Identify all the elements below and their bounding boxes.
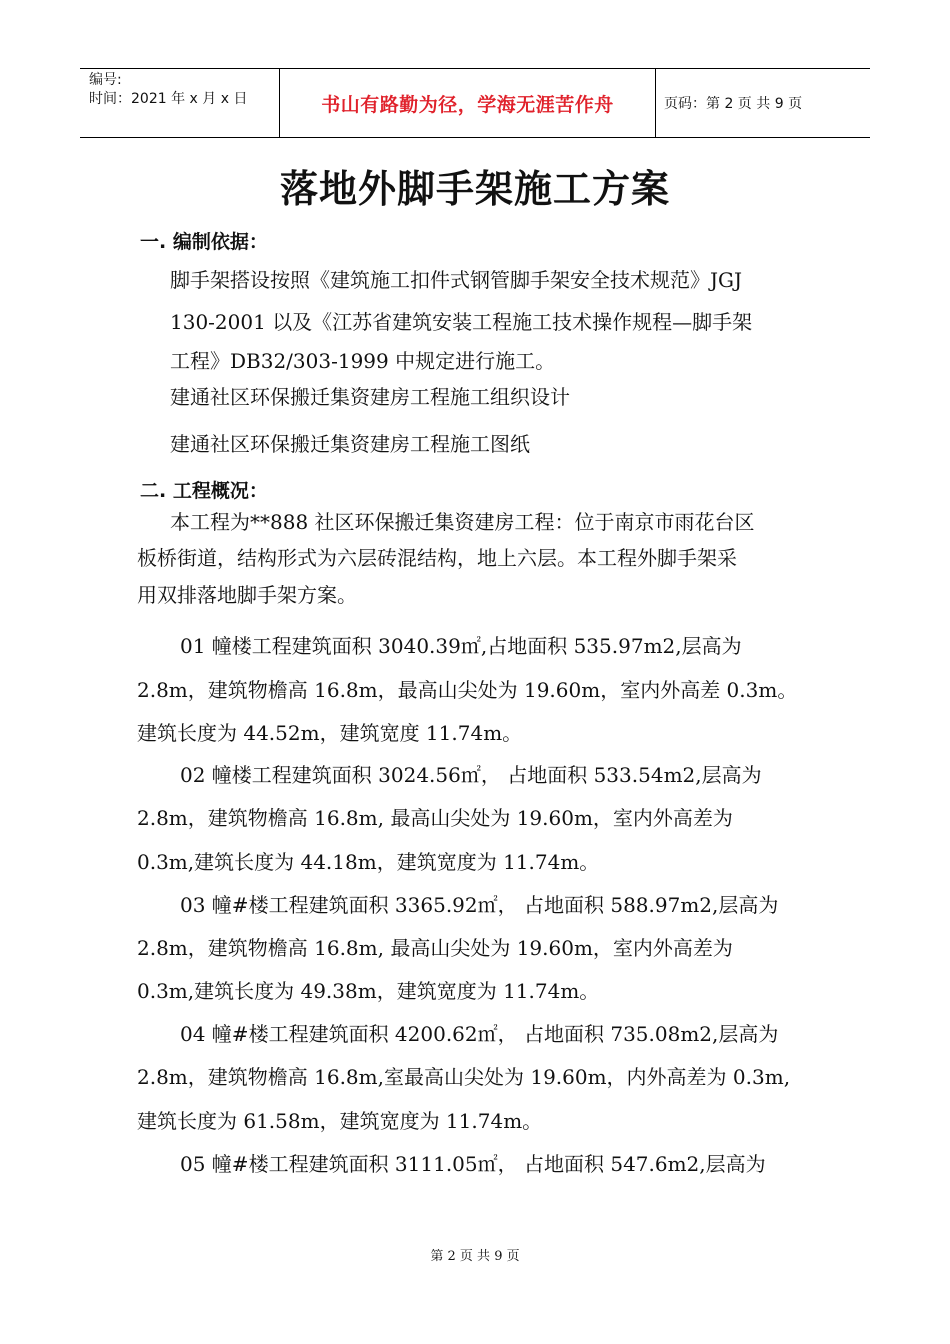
header-page-number: 页码：第 2 页 共 9 页 xyxy=(664,96,803,112)
paragraph-line: 本工程为**888 社区环保搬迁集资建房工程：位于南京市雨花台区 xyxy=(170,510,755,534)
paragraph-line: 工程》DB32/303-1999 中规定进行施工。 xyxy=(170,349,556,373)
building-01-line: 01 幢楼工程建筑面积 3040.39㎡,占地面积 535.97m2,层高为 xyxy=(180,634,742,658)
building-02-line: 2.8m，建筑物檐高 16.8m, 最高山尖处为 19.60m，室内外高差为 xyxy=(137,806,733,830)
paragraph-line: 建通社区环保搬迁集资建房工程施工图纸 xyxy=(170,432,530,456)
header-motto: 书山有路勤为径，学海无涯苦作舟 xyxy=(280,69,656,137)
header-meta xyxy=(80,69,280,137)
building-04-line: 04 幢#楼工程建筑面积 4200.62㎡， 占地面积 735.08m2,层高为 xyxy=(180,1022,779,1046)
building-03-line: 03 幢#楼工程建筑面积 3365.92㎡， 占地面积 588.97m2,层高为 xyxy=(180,893,779,917)
building-02-line: 02 幢楼工程建筑面积 3024.56㎡， 占地面积 533.54m2,层高为 xyxy=(180,763,762,787)
building-04-line: 2.8m，建筑物檐高 16.8m,室最高山尖处为 19.60m，内外高差为 0.3m, xyxy=(137,1065,791,1089)
page-header xyxy=(80,68,870,138)
paragraph-line: 板桥街道，结构形式为六层砖混结构，地上六层。本工程外脚手架采 xyxy=(137,546,737,570)
section-heading-basis: 一. 编制依据： xyxy=(140,231,268,253)
building-03-line: 0.3m,建筑长度为 49.38m，建筑宽度为 11.74m。 xyxy=(137,979,600,1003)
document-number: 编号: xyxy=(89,72,122,88)
page-footer: 第 2 页 共 9 页 xyxy=(430,1249,520,1264)
paragraph-line: 脚手架搭设按照《建筑施工扣件式钢管脚手架安全技术规范》JGJ xyxy=(170,268,743,292)
building-05-line: 05 幢#楼工程建筑面积 3111.05㎡， 占地面积 547.6m2,层高为 xyxy=(180,1152,766,1176)
document-title: 落地外脚手架施工方案 xyxy=(279,166,670,211)
building-02-line: 0.3m,建筑长度为 44.18m，建筑宽度为 11.74m。 xyxy=(137,850,600,874)
document-time: 时间：2021 年 x 月 x 日 xyxy=(89,91,248,107)
building-03-line: 2.8m，建筑物檐高 16.8m, 最高山尖处为 19.60m，室内外高差为 xyxy=(137,936,733,960)
paragraph-line: 用双排落地脚手架方案。 xyxy=(137,583,357,607)
building-01-line: 2.8m，建筑物檐高 16.8m，最高山尖处为 19.60m，室内外高差 0.3m。 xyxy=(137,678,798,702)
section-heading-overview: 二. 工程概况： xyxy=(140,480,268,502)
paragraph-line: 建通社区环保搬迁集资建房工程施工组织设计 xyxy=(170,385,570,409)
paragraph-line: 130-2001 以及《江苏省建筑安装工程施工技术操作规程—脚手架 xyxy=(170,310,753,334)
building-01-line: 建筑长度为 44.52m，建筑宽度 11.74m。 xyxy=(137,721,523,745)
building-04-line: 建筑长度为 61.58m，建筑宽度为 11.74m。 xyxy=(137,1109,543,1133)
